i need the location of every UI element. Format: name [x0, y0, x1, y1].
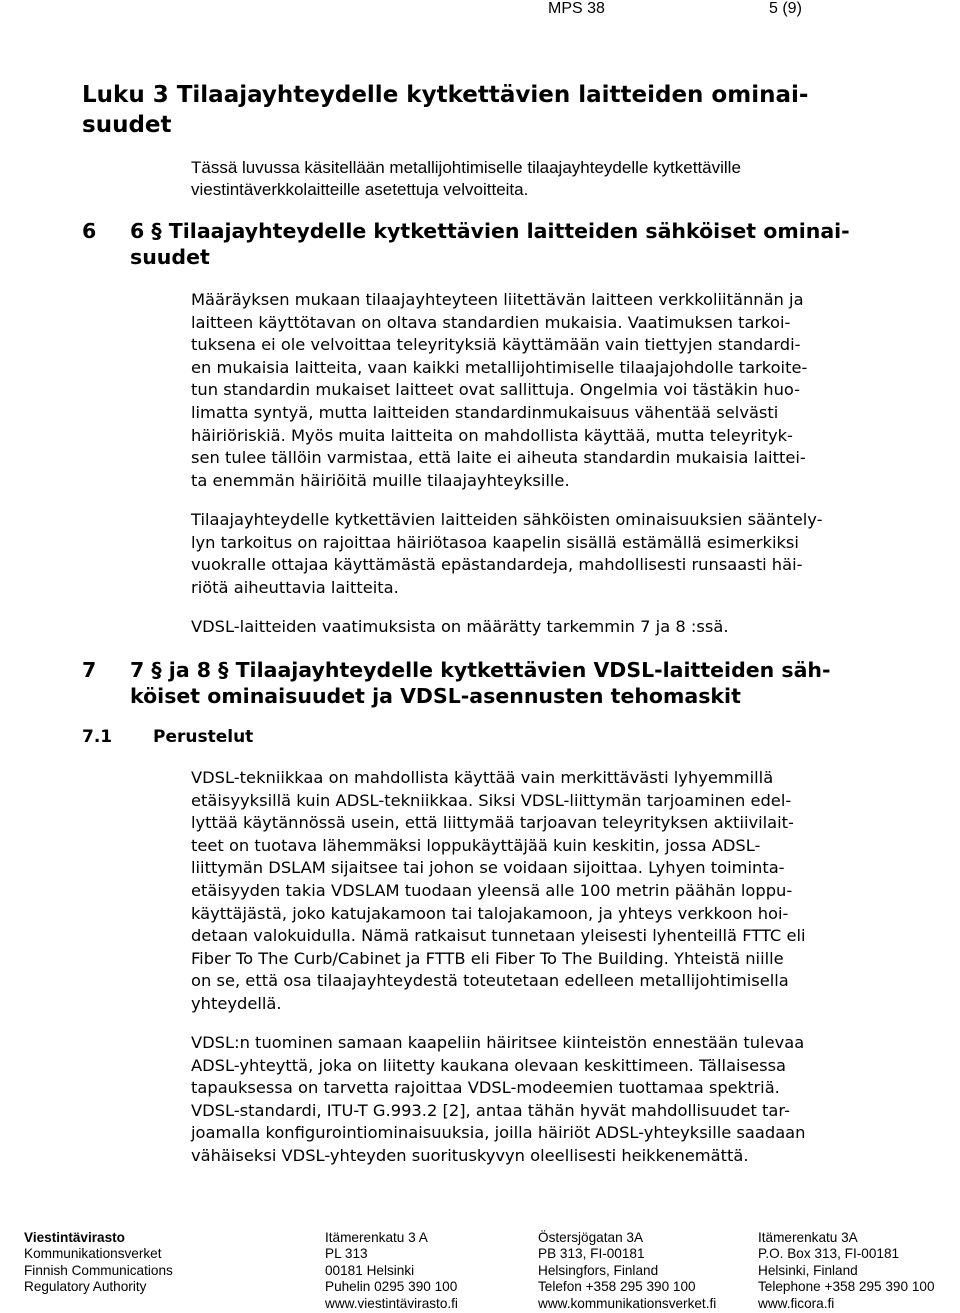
text-line: teet on tuotava lähemmäksi loppukäyttäjää kuin keskitin, jossa ADSL-	[191, 835, 761, 855]
text-line: Fiber To The Curb/Cabinet ja FTTB eli Fiber To The Building. Yhteistä niille	[191, 948, 784, 968]
footer-line: Viestintävirasto	[24, 1230, 125, 1245]
chapter-title-line: suudet	[82, 112, 172, 138]
text-line: yhteydellä.	[191, 993, 282, 1013]
footer-link[interactable]: www.viestintävirasto.fi	[325, 1295, 458, 1311]
text-line: limatta syntyä, mutta laitteiden standardinmukaisuus vähentää selvästi	[191, 402, 779, 422]
text-line: liittymän DSLAM sijaitsee tai johon se voidaan sijoittaa. Lyhyen toiminta-	[191, 858, 785, 878]
footer-link[interactable]: www.ficora.fi	[758, 1295, 835, 1311]
footer-line: Itämerenkatu 3A	[758, 1230, 858, 1245]
footer-line: P.O. Box 313, FI-00181	[758, 1246, 900, 1262]
text-line: häiriöriskiä. Myös muita laitteita on mahdollista käyttää, mutta teleyrityk-	[191, 425, 793, 445]
page-header	[0, 0, 960, 22]
footer-line: Regulatory Authority	[24, 1279, 147, 1295]
section-7-1-heading	[82, 726, 253, 748]
text-line: on se, että osa tilaajayhteydestä toteutetaan edelleen metallijohtimisella	[191, 971, 789, 991]
footer-column-authority	[24, 1230, 173, 1296]
footer-line: Telefon +358 295 390 100	[538, 1279, 696, 1295]
text-line: käyttäjästä, joko katujakamoon tai talojakamoon, ja yhteys verkkoon hoi-	[191, 903, 789, 923]
footer-line: Puhelin 0295 390 100	[325, 1279, 458, 1295]
text-line: Tilaajayhteydelle kytkettävien laitteiden sähköisten ominaisuuksien sääntely-	[191, 510, 823, 529]
chapter-title	[82, 80, 882, 140]
text-line: etäisyyden takia VDSLAM tuodaan yleensä alle 100 metrin päähän loppu-	[191, 880, 793, 900]
chapter-title-line: Luku 3 Tilaajayhteydelle kytkettävien laitteiden ominai-	[82, 82, 809, 108]
footer-column-swedish	[538, 1230, 716, 1312]
text-line: VDSL-standardi, ITU-T G.993.2 [2], antaa tähän hyvät mahdollisuudet tar-	[191, 1100, 790, 1120]
text-line: etäisyyksillä kuin ADSL-tekniikkaa. Siksi VDSL-liittymän tarjoaminen edel-	[191, 790, 792, 810]
section-6-paragraph	[191, 509, 891, 599]
section-title-line: 7 § ja 8 § Tilaajayhteydelle kytkettävien VDSL-laitteiden säh-	[130, 658, 831, 682]
section-title-line: köiset ominaisuudet ja VDSL-asennusten tehomaskit	[130, 684, 741, 708]
text-line: lyttää käytännössä usein, että liittymää tarjoavan teleyrityksen aktiivilait-	[191, 813, 794, 833]
section-6-paragraph	[191, 616, 891, 639]
text-line: ta enemmän häiriöitä muille tilaajayhteyksille.	[191, 470, 570, 490]
text-line: vähäiseksi VDSL-yhteyden suorituskyvyn oleellisesti heikkenemättä.	[191, 1145, 749, 1165]
footer-line: PB 313, FI-00181	[538, 1246, 645, 1262]
document-id: MPS 38	[548, 0, 605, 17]
footer-line: Finnish Communications	[24, 1262, 173, 1278]
text-line: vuokralle ottajaa käyttämästä epästandardeja, mahdollisesti runsaasti häi-	[191, 555, 803, 575]
subsection-number: 7.1	[82, 727, 113, 747]
section-number: 7	[82, 658, 97, 682]
text-line: joamalla konfigurointiominaisuuksia, joilla häiriöt ADSL-yhteyksille saadaan	[191, 1123, 806, 1143]
page-number: 5 (9)	[769, 0, 802, 17]
text-line: riötä aiheuttavia laitteita.	[191, 577, 399, 597]
text-line: VDSL-tekniikkaa on mahdollista käyttää vain merkittävästi lyhyemmillä	[191, 768, 774, 787]
subsection-title: Perustelut	[153, 727, 254, 747]
footer-line: Itämerenkatu 3 A	[325, 1230, 428, 1245]
text-line: VDSL-laitteiden vaatimuksista on määrätty tarkemmin 7 ja 8 :ssä.	[191, 617, 729, 636]
text-line: viestintäverkkolaitteille asetettuja velvoitteita.	[191, 180, 529, 199]
section-number: 6	[82, 219, 97, 243]
text-line: laitteen käyttötavan on oltava standardien mukaisia. Vaatimuksen tarkoi-	[191, 312, 791, 332]
section-7-1-paragraph	[191, 767, 891, 1016]
section-title-line: suudet	[130, 245, 210, 269]
footer-line: Telephone +358 295 390 100	[758, 1279, 935, 1295]
text-line: Määräyksen mukaan tilaajayhteyteen liitettävän laitteen verkkoliitännän ja	[191, 290, 804, 309]
section-7-1-paragraph	[191, 1032, 891, 1168]
text-line: detaan valokuidulla. Nämä ratkaisut tunnetaan yleisesti lyhenteillä FTTC eli	[191, 926, 806, 946]
section-6-paragraph	[191, 289, 891, 492]
text-line: en mukaisia laitteita, vaan kaikki metallijohtimiselle tilaajajohdolle tarkoite-	[191, 357, 808, 377]
footer-line: PL 313	[325, 1246, 368, 1262]
footer-line: Östersjögatan 3A	[538, 1230, 644, 1245]
text-line: lyn tarkoitus on rajoittaa häiriötasoa kaapelin sisällä estämällä esimerkiksi	[191, 532, 799, 552]
footer-line: 00181 Helsinki	[325, 1262, 415, 1278]
text-line: Tässä luvussa käsitellään metallijohtimiselle tilaajayhteydelle kytkettäville	[191, 158, 741, 177]
footer-line: Helsinki, Finland	[758, 1262, 858, 1278]
text-line: tuksena ei ole velvoittaa teleyrityksiä käyttämään vain tiettyjen standardi-	[191, 335, 801, 355]
text-line: ADSL-yhteyttä, joka on liitetty kaukana olevaan keskittimeen. Tällaisessa	[191, 1055, 787, 1075]
text-line: VDSL:n tuominen samaan kaapeliin häiritsee kiinteistön ennestään tulevaa	[191, 1033, 805, 1052]
footer-line: Helsingfors, Finland	[538, 1262, 659, 1278]
text-line: tapauksessa on tarvetta rajoittaa VDSL-modeemien tuottamaa spektriä.	[191, 1078, 780, 1098]
text-line: sen tulee tällöin varmistaa, että laite ei aiheuta standardin mukaisia laittei-	[191, 448, 806, 468]
footer-column-finnish	[325, 1230, 458, 1312]
text-line: tun standardin mukaiset laitteet ovat sallittuja. Ongelmia voi tästäkin huo-	[191, 380, 801, 400]
section-6-heading	[82, 218, 892, 270]
intro-paragraph	[191, 157, 891, 201]
section-title-line: 6 § Tilaajayhteydelle kytkettävien laitteiden sähköiset ominai-	[130, 219, 850, 243]
footer-link[interactable]: www.kommunikationsverket.fi	[538, 1295, 717, 1311]
footer-line: Kommunikationsverket	[24, 1246, 162, 1262]
footer-column-english	[758, 1230, 935, 1312]
section-7-heading	[82, 657, 892, 709]
